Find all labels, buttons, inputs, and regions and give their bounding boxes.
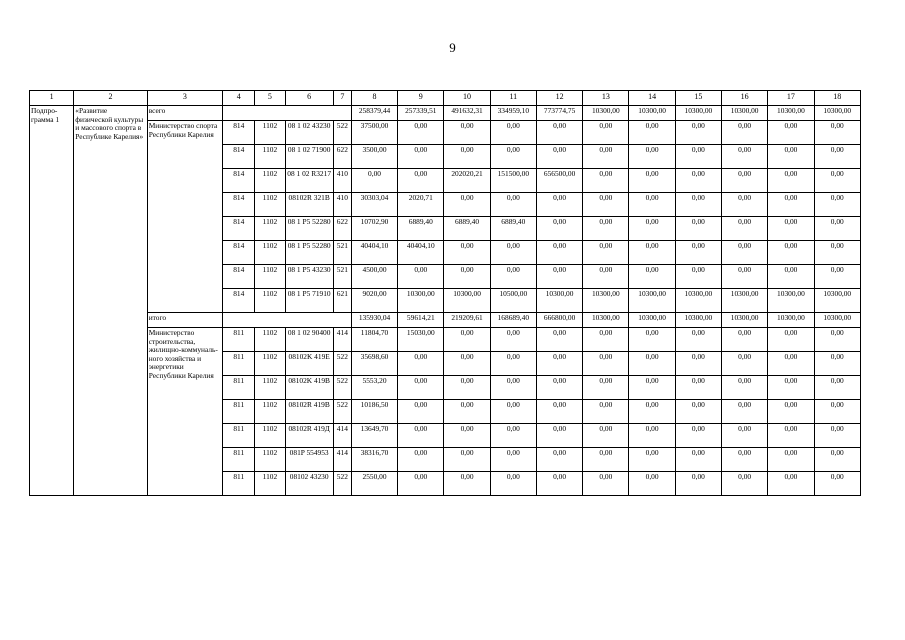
value-cell: 0,00: [675, 400, 721, 424]
value-cell: 0,00: [583, 400, 629, 424]
value-cell: 258379,44: [351, 106, 397, 121]
value-cell: 0,00: [444, 121, 490, 145]
value-cell: 0,00: [814, 424, 860, 448]
ministry-code-cell: 811: [223, 328, 255, 352]
column-header: 14: [629, 91, 675, 106]
value-cell: 10300,00: [444, 289, 490, 313]
page-number: 9: [449, 40, 456, 55]
value-cell: 0,00: [398, 448, 444, 472]
value-cell: 0,00: [444, 193, 490, 217]
value-cell: 0,00: [490, 472, 536, 496]
value-cell: 10300,00: [675, 106, 721, 121]
value-cell: 666800,00: [536, 313, 582, 328]
value-cell: 0,00: [536, 352, 582, 376]
value-cell: 0,00: [675, 121, 721, 145]
value-cell: 0,00: [814, 352, 860, 376]
value-cell: 0,00: [629, 169, 675, 193]
value-cell: 0,00: [490, 265, 536, 289]
value-cell: 10300,00: [768, 289, 814, 313]
value-cell: 0,00: [814, 328, 860, 352]
expense-type-cell: 414: [333, 328, 351, 352]
value-cell: 0,00: [490, 424, 536, 448]
value-cell: 0,00: [583, 424, 629, 448]
value-cell: 0,00: [768, 448, 814, 472]
column-header: 15: [675, 91, 721, 106]
value-cell: 0,00: [675, 352, 721, 376]
value-cell: 10300,00: [814, 106, 860, 121]
value-cell: 0,00: [398, 472, 444, 496]
value-cell: 0,00: [583, 145, 629, 169]
value-cell: 10300,00: [768, 313, 814, 328]
value-cell: 0,00: [536, 400, 582, 424]
section-code-cell: 1102: [255, 289, 285, 313]
value-cell: 59614,21: [398, 313, 444, 328]
column-header: 4: [223, 91, 255, 106]
expense-type-cell: 622: [333, 217, 351, 241]
value-cell: 0,00: [583, 217, 629, 241]
value-cell: 0,00: [398, 121, 444, 145]
column-header: 12: [536, 91, 582, 106]
value-cell: 11804,70: [351, 328, 397, 352]
column-header: 8: [351, 91, 397, 106]
value-cell: 0,00: [814, 121, 860, 145]
value-cell: 168689,40: [490, 313, 536, 328]
value-cell: 135930,04: [351, 313, 397, 328]
value-cell: 773774,75: [536, 106, 582, 121]
ministry-code-cell: 811: [223, 472, 255, 496]
value-cell: 0,00: [675, 376, 721, 400]
value-cell: 0,00: [398, 376, 444, 400]
target-code-cell: 08 1 02 43230: [285, 121, 333, 145]
value-cell: 9020,00: [351, 289, 397, 313]
expense-type-cell: 522: [333, 472, 351, 496]
value-cell: 0,00: [536, 241, 582, 265]
value-cell: 0,00: [768, 424, 814, 448]
target-code-cell: 08102K 419B: [285, 376, 333, 400]
value-cell: 0,00: [490, 352, 536, 376]
value-cell: 0,00: [768, 145, 814, 169]
value-cell: 0,00: [814, 472, 860, 496]
ministry-code-cell: 814: [223, 193, 255, 217]
section-code-cell: 1102: [255, 352, 285, 376]
value-cell: 0,00: [629, 472, 675, 496]
value-cell: 0,00: [629, 265, 675, 289]
target-code-cell: 08 1 02 71900: [285, 145, 333, 169]
value-cell: 0,00: [814, 217, 860, 241]
data-row: [30, 328, 861, 352]
value-cell: 0,00: [814, 400, 860, 424]
expense-type-cell: 521: [333, 241, 351, 265]
value-cell: 10300,00: [398, 289, 444, 313]
ministry-code-cell: 811: [223, 352, 255, 376]
value-cell: 10300,00: [768, 106, 814, 121]
value-cell: 0,00: [675, 448, 721, 472]
value-cell: 0,00: [583, 352, 629, 376]
value-cell: 0,00: [814, 145, 860, 169]
value-cell: 10300,00: [722, 313, 768, 328]
value-cell: 0,00: [814, 376, 860, 400]
ministry-code-cell: 811: [223, 400, 255, 424]
ministry-code-cell: 811: [223, 376, 255, 400]
empty-cell: [223, 106, 352, 121]
value-cell: 40404,10: [398, 241, 444, 265]
value-cell: 0,00: [722, 169, 768, 193]
data-row: [30, 121, 861, 145]
value-cell: 10500,00: [490, 289, 536, 313]
expense-type-cell: 522: [333, 400, 351, 424]
value-cell: 0,00: [675, 193, 721, 217]
section-code-cell: 1102: [255, 241, 285, 265]
section-code-cell: 1102: [255, 472, 285, 496]
value-cell: 0,00: [768, 241, 814, 265]
total-row: [30, 106, 861, 121]
section-code-cell: 1102: [255, 169, 285, 193]
value-cell: 0,00: [536, 193, 582, 217]
value-cell: 0,00: [768, 193, 814, 217]
value-cell: 5553,20: [351, 376, 397, 400]
value-cell: 0,00: [675, 472, 721, 496]
value-cell: 0,00: [629, 193, 675, 217]
empty-cell: [223, 313, 352, 328]
value-cell: 0,00: [583, 448, 629, 472]
ministry-code-cell: 814: [223, 145, 255, 169]
column-header: 5: [255, 91, 285, 106]
value-cell: 0,00: [722, 328, 768, 352]
value-cell: 0,00: [722, 217, 768, 241]
value-cell: 0,00: [583, 328, 629, 352]
value-cell: 2550,00: [351, 472, 397, 496]
value-cell: 6889,40: [490, 217, 536, 241]
value-cell: 0,00: [629, 241, 675, 265]
value-cell: 0,00: [629, 448, 675, 472]
value-cell: 0,00: [722, 193, 768, 217]
value-cell: 0,00: [490, 328, 536, 352]
ministry-code-cell: 814: [223, 169, 255, 193]
subprogram-cell: Подпро-грамма 1: [30, 106, 74, 496]
subprogram-name-cell: «Развитие физической культуры и массового спорта в Республике Карелия»: [74, 106, 147, 496]
value-cell: 0,00: [722, 424, 768, 448]
column-header: 18: [814, 91, 860, 106]
value-cell: 0,00: [536, 472, 582, 496]
value-cell: 0,00: [490, 400, 536, 424]
value-cell: 0,00: [398, 424, 444, 448]
value-cell: 0,00: [675, 169, 721, 193]
value-cell: 0,00: [490, 121, 536, 145]
column-header: 3: [147, 91, 222, 106]
expense-type-cell: 410: [333, 193, 351, 217]
section-code-cell: 1102: [255, 217, 285, 241]
value-cell: 10300,00: [583, 289, 629, 313]
value-cell: 10300,00: [814, 313, 860, 328]
value-cell: 0,00: [398, 352, 444, 376]
expense-type-cell: 522: [333, 352, 351, 376]
expense-type-cell: 410: [333, 169, 351, 193]
value-cell: 0,00: [536, 328, 582, 352]
value-cell: 0,00: [490, 376, 536, 400]
value-cell: 0,00: [768, 328, 814, 352]
value-cell: 0,00: [768, 217, 814, 241]
value-cell: 0,00: [768, 472, 814, 496]
total-row: [30, 313, 861, 328]
value-cell: 0,00: [536, 145, 582, 169]
value-cell: 10186,50: [351, 400, 397, 424]
value-cell: 10702,90: [351, 217, 397, 241]
value-cell: 0,00: [444, 145, 490, 169]
ministry-code-cell: 811: [223, 448, 255, 472]
value-cell: 0,00: [722, 145, 768, 169]
column-header: 13: [583, 91, 629, 106]
value-cell: 219209,61: [444, 313, 490, 328]
target-code-cell: 081P 554953: [285, 448, 333, 472]
value-cell: 10300,00: [629, 313, 675, 328]
value-cell: 257339,51: [398, 106, 444, 121]
total-label: всего: [147, 106, 222, 121]
value-cell: 3500,00: [351, 145, 397, 169]
value-cell: 0,00: [629, 328, 675, 352]
value-cell: 10300,00: [583, 106, 629, 121]
target-code-cell: 08 1 P5 52280: [285, 217, 333, 241]
value-cell: 0,00: [722, 472, 768, 496]
column-header: 1: [30, 91, 74, 106]
value-cell: 4500,00: [351, 265, 397, 289]
value-cell: 6889,40: [398, 217, 444, 241]
value-cell: 0,00: [536, 217, 582, 241]
section-code-cell: 1102: [255, 145, 285, 169]
target-code-cell: 08 1 P5 71910: [285, 289, 333, 313]
expense-type-cell: 414: [333, 424, 351, 448]
value-cell: 10300,00: [629, 289, 675, 313]
value-cell: 202020,21: [444, 169, 490, 193]
value-cell: 0,00: [583, 121, 629, 145]
value-cell: 10300,00: [536, 289, 582, 313]
value-cell: 0,00: [398, 400, 444, 424]
column-header: 7: [333, 91, 351, 106]
value-cell: 0,00: [675, 145, 721, 169]
value-cell: 0,00: [814, 241, 860, 265]
value-cell: 0,00: [583, 472, 629, 496]
column-header: 6: [285, 91, 333, 106]
column-header: 16: [722, 91, 768, 106]
value-cell: 37500,00: [351, 121, 397, 145]
ministry-code-cell: 814: [223, 289, 255, 313]
value-cell: 0,00: [768, 352, 814, 376]
header-row: [30, 91, 861, 106]
column-header: 10: [444, 91, 490, 106]
value-cell: 0,00: [629, 121, 675, 145]
value-cell: 0,00: [675, 328, 721, 352]
column-header: 2: [74, 91, 147, 106]
value-cell: 0,00: [444, 352, 490, 376]
value-cell: 491632,31: [444, 106, 490, 121]
value-cell: 0,00: [722, 265, 768, 289]
value-cell: 0,00: [675, 241, 721, 265]
ministry-code-cell: 814: [223, 241, 255, 265]
value-cell: 30303,04: [351, 193, 397, 217]
expense-type-cell: 622: [333, 145, 351, 169]
target-code-cell: 08102R 321B: [285, 193, 333, 217]
value-cell: 151500,00: [490, 169, 536, 193]
value-cell: 656500,00: [536, 169, 582, 193]
target-code-cell: 08102K 419E: [285, 352, 333, 376]
column-header: 17: [768, 91, 814, 106]
value-cell: 0,00: [444, 328, 490, 352]
value-cell: 0,00: [768, 400, 814, 424]
value-cell: 2020,71: [398, 193, 444, 217]
value-cell: 0,00: [629, 424, 675, 448]
value-cell: 0,00: [583, 169, 629, 193]
value-cell: 0,00: [722, 352, 768, 376]
target-code-cell: 08 1 P5 43230: [285, 265, 333, 289]
total-label: итого: [147, 313, 222, 328]
value-cell: 0,00: [536, 376, 582, 400]
value-cell: 0,00: [768, 376, 814, 400]
value-cell: 0,00: [398, 265, 444, 289]
value-cell: 0,00: [629, 352, 675, 376]
value-cell: 0,00: [768, 169, 814, 193]
section-code-cell: 1102: [255, 424, 285, 448]
value-cell: 0,00: [536, 121, 582, 145]
value-cell: 10300,00: [722, 106, 768, 121]
value-cell: 0,00: [814, 265, 860, 289]
value-cell: 10300,00: [722, 289, 768, 313]
target-code-cell: 08102R 419B: [285, 400, 333, 424]
value-cell: 0,00: [768, 121, 814, 145]
value-cell: 0,00: [814, 448, 860, 472]
value-cell: 0,00: [629, 400, 675, 424]
value-cell: 13649,70: [351, 424, 397, 448]
expense-type-cell: 621: [333, 289, 351, 313]
value-cell: 0,00: [675, 217, 721, 241]
section-code-cell: 1102: [255, 265, 285, 289]
value-cell: 0,00: [536, 424, 582, 448]
value-cell: 0,00: [536, 448, 582, 472]
value-cell: 0,00: [722, 241, 768, 265]
expense-type-cell: 414: [333, 448, 351, 472]
section-code-cell: 1102: [255, 448, 285, 472]
value-cell: 6889,40: [444, 217, 490, 241]
section-code-cell: 1102: [255, 193, 285, 217]
value-cell: 10300,00: [675, 289, 721, 313]
value-cell: 334959,10: [490, 106, 536, 121]
value-cell: 38316,70: [351, 448, 397, 472]
target-code-cell: 08102 43230: [285, 472, 333, 496]
value-cell: 0,00: [722, 376, 768, 400]
value-cell: 0,00: [444, 376, 490, 400]
value-cell: 0,00: [583, 376, 629, 400]
budget-table: [29, 90, 861, 496]
value-cell: 0,00: [444, 448, 490, 472]
expense-type-cell: 522: [333, 376, 351, 400]
value-cell: 10300,00: [675, 313, 721, 328]
value-cell: 0,00: [490, 145, 536, 169]
ministry-code-cell: 814: [223, 217, 255, 241]
value-cell: 0,00: [722, 448, 768, 472]
ministry-code-cell: 811: [223, 424, 255, 448]
target-code-cell: 08 1 P5 52280: [285, 241, 333, 265]
value-cell: 0,00: [583, 241, 629, 265]
value-cell: 0,00: [814, 169, 860, 193]
value-cell: 0,00: [444, 265, 490, 289]
value-cell: 0,00: [398, 145, 444, 169]
value-cell: 0,00: [675, 424, 721, 448]
value-cell: 0,00: [583, 193, 629, 217]
value-cell: 0,00: [490, 193, 536, 217]
value-cell: 35698,60: [351, 352, 397, 376]
column-header: 11: [490, 91, 536, 106]
target-code-cell: 08 1 02 90400: [285, 328, 333, 352]
value-cell: 0,00: [814, 193, 860, 217]
ministry-code-cell: 814: [223, 121, 255, 145]
ministry-code-cell: 814: [223, 265, 255, 289]
value-cell: 0,00: [629, 145, 675, 169]
value-cell: 0,00: [444, 400, 490, 424]
value-cell: 0,00: [536, 265, 582, 289]
section-code-cell: 1102: [255, 400, 285, 424]
value-cell: 15030,00: [398, 328, 444, 352]
value-cell: 0,00: [444, 424, 490, 448]
value-cell: 0,00: [583, 265, 629, 289]
value-cell: 10300,00: [814, 289, 860, 313]
section-code-cell: 1102: [255, 376, 285, 400]
column-header: 9: [398, 91, 444, 106]
target-code-cell: 08102R 419Д: [285, 424, 333, 448]
value-cell: 10300,00: [629, 106, 675, 121]
expense-type-cell: 522: [333, 121, 351, 145]
value-cell: 0,00: [444, 472, 490, 496]
value-cell: 0,00: [768, 265, 814, 289]
value-cell: 0,00: [722, 400, 768, 424]
value-cell: 0,00: [490, 241, 536, 265]
value-cell: 0,00: [351, 169, 397, 193]
value-cell: 0,00: [490, 448, 536, 472]
value-cell: 0,00: [722, 121, 768, 145]
value-cell: 0,00: [629, 376, 675, 400]
section-code-cell: 1102: [255, 121, 285, 145]
value-cell: 0,00: [675, 265, 721, 289]
executor-cell: Министерство спорта Республики Карелия: [147, 121, 222, 313]
value-cell: 40404,10: [351, 241, 397, 265]
value-cell: 0,00: [398, 169, 444, 193]
section-code-cell: 1102: [255, 328, 285, 352]
value-cell: 0,00: [444, 241, 490, 265]
value-cell: 0,00: [629, 217, 675, 241]
executor-cell: Министерство строительства, жилищно-коммуналь-ного хозяйства и энергетики Республики Карелия: [147, 328, 222, 496]
target-code-cell: 08 1 02 R3217: [285, 169, 333, 193]
expense-type-cell: 521: [333, 265, 351, 289]
value-cell: 10300,00: [583, 313, 629, 328]
